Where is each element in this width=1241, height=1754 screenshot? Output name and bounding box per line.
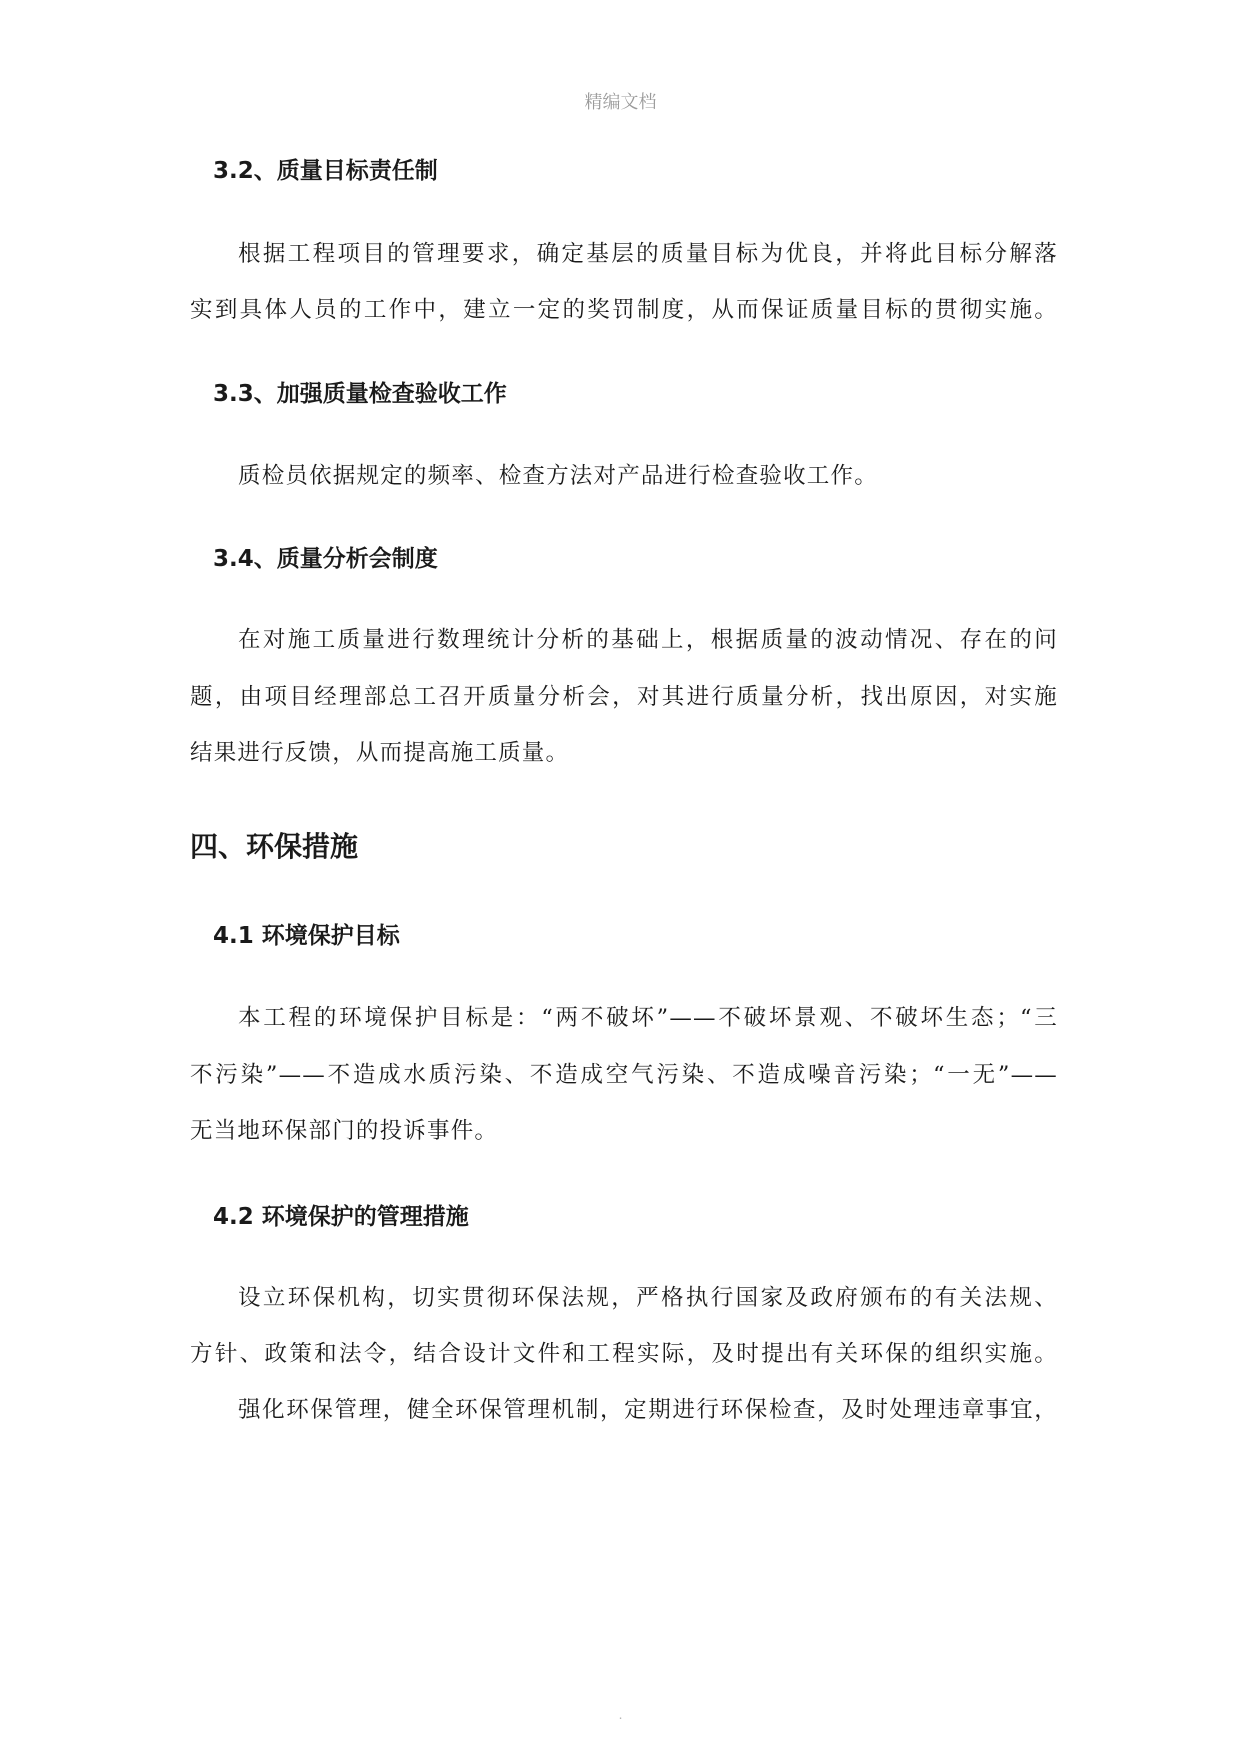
section-heading-3-3: 3.3、加强质量检查验收工作 <box>213 381 507 407</box>
paragraph-line: 方针、政策和法令，结合设计文件和工程实际，及时提出有关环保的组织实施。 <box>190 1341 1058 1367</box>
chapter-heading-4: 四、环保措施 <box>190 830 359 863</box>
section-heading-3-4: 3.4、质量分析会制度 <box>213 546 438 572</box>
paragraph-line: 根据工程项目的管理要求，确定基层的质量目标为优良，并将此目标分解落 <box>238 241 1058 267</box>
paragraph-line: 题，由项目经理部总工召开质量分析会，对其进行质量分析，找出原因，对实施 <box>190 684 1058 710</box>
section-heading-4-1: 4.1 环境保护目标 <box>213 923 400 949</box>
paragraph-line: 无当地环保部门的投诉事件。 <box>190 1118 499 1144</box>
section-heading-4-2: 4.2 环境保护的管理措施 <box>213 1204 469 1230</box>
page-header: 精编文档 <box>584 92 657 113</box>
paragraph-line: 实到具体人员的工作中，建立一定的奖罚制度，从而保证质量目标的贯彻实施。 <box>190 297 1058 323</box>
paragraph-line: 不污染”——不造成水质污染、不造成空气污染、不造成噪音污染；“一无”—— <box>190 1062 1058 1088</box>
section-heading-3-2: 3.2、质量目标责任制 <box>213 158 438 184</box>
paragraph-line: 质检员依据规定的频率、检查方法对产品进行检查验收工作。 <box>238 463 878 489</box>
page-footer-mark: . <box>618 1708 623 1722</box>
paragraph-line: 强化环保管理，健全环保管理机制，定期进行环保检查，及时处理违章事宜， <box>238 1397 1058 1423</box>
paragraph-line: 设立环保机构，切实贯彻环保法规，严格执行国家及政府颁布的有关法规、 <box>238 1285 1058 1311</box>
paragraph-line: 在对施工质量进行数理统计分析的基础上，根据质量的波动情况、存在的问 <box>238 627 1058 653</box>
paragraph-line: 本工程的环境保护目标是：“两不破坏”——不破坏景观、不破坏生态；“三 <box>238 1005 1058 1031</box>
paragraph-line: 结果进行反馈，从而提高施工质量。 <box>190 740 570 766</box>
